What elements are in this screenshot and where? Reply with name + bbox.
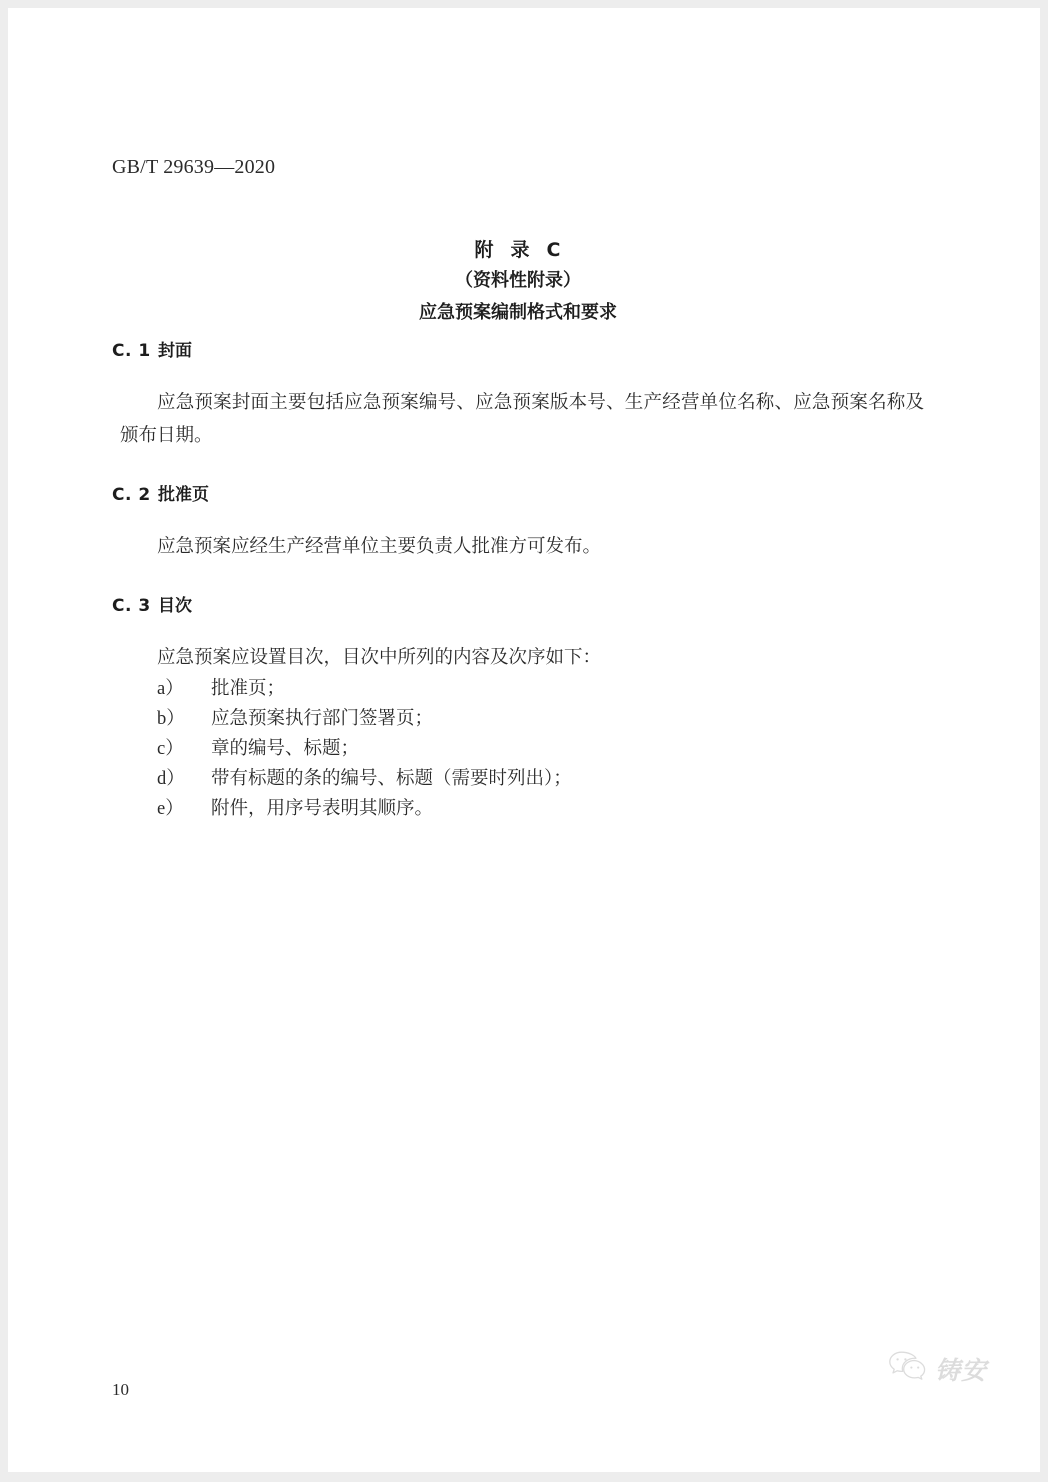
list-item-text: 章的编号、标题； bbox=[211, 738, 360, 759]
list-item-marker: c） bbox=[157, 739, 184, 759]
clause-number-c3: C. 3 bbox=[112, 596, 151, 616]
standard-number-header: GB/T 29639—2020 bbox=[112, 156, 276, 178]
ordered-item-list bbox=[112, 674, 924, 824]
list-item-marker: e） bbox=[157, 799, 184, 819]
spacer bbox=[112, 619, 924, 641]
clause-title-c1: 封面 bbox=[158, 341, 192, 361]
annex-label-mid: 录 bbox=[510, 239, 531, 261]
clause-paragraph-c1: 应急预案封面主要包括应急预案编号、应急预案版本号、生产经营单位名称、应急预案名称及颁布日期。 bbox=[120, 392, 924, 446]
watermark-text: 铸安 bbox=[935, 1356, 988, 1385]
clause-paragraph-c2: 应急预案应经生产经营单位主要负责人批准方可发布。 bbox=[157, 536, 602, 557]
spacer bbox=[112, 364, 924, 386]
clause-number-c1: C. 1 bbox=[112, 341, 151, 361]
clause-title-c3: 目次 bbox=[158, 596, 192, 616]
annex-kind: （资料性附录） bbox=[455, 270, 581, 291]
spacer bbox=[112, 563, 924, 593]
clause-title-c2: 批准页 bbox=[158, 485, 209, 505]
annex-label-letter: C bbox=[546, 239, 562, 261]
annex-name: 应急预案编制格式和要求 bbox=[419, 302, 617, 323]
spacer bbox=[112, 508, 924, 530]
list-item-marker: d） bbox=[157, 769, 185, 789]
list-item-text: 附件，用序号表明其顺序。 bbox=[211, 798, 434, 819]
clause-paragraph-c3: 应急预案应设置目次，目次中所列的内容及次序如下： bbox=[157, 647, 602, 668]
list-item-marker: b） bbox=[157, 709, 185, 729]
list-item bbox=[157, 764, 924, 794]
list-item-marker: a） bbox=[157, 679, 184, 699]
clause-number-c2: C. 2 bbox=[112, 485, 151, 505]
list-item-text: 带有标题的条的编号、标题（需要时列出）； bbox=[211, 768, 572, 789]
list-item bbox=[157, 734, 924, 764]
clause-heading-c2 bbox=[112, 482, 924, 508]
annex-label-prefix: 附 bbox=[474, 239, 495, 261]
list-item-text: 应急预案执行部门签署页； bbox=[211, 708, 434, 729]
list-item bbox=[157, 794, 924, 824]
clause-heading-c1 bbox=[112, 338, 924, 364]
wechat-bubbles-icon bbox=[888, 1350, 928, 1388]
clause-heading-c3 bbox=[112, 593, 924, 619]
watermark bbox=[888, 1350, 987, 1388]
list-item bbox=[157, 674, 924, 704]
annex-label bbox=[112, 236, 924, 264]
page-number: 10 bbox=[112, 1380, 129, 1399]
list-item bbox=[157, 704, 924, 734]
spacer bbox=[112, 452, 924, 482]
document-page bbox=[8, 8, 1040, 1472]
body-content bbox=[112, 338, 924, 824]
list-item-text: 批准页； bbox=[211, 678, 286, 699]
annex-title-block bbox=[112, 236, 924, 328]
